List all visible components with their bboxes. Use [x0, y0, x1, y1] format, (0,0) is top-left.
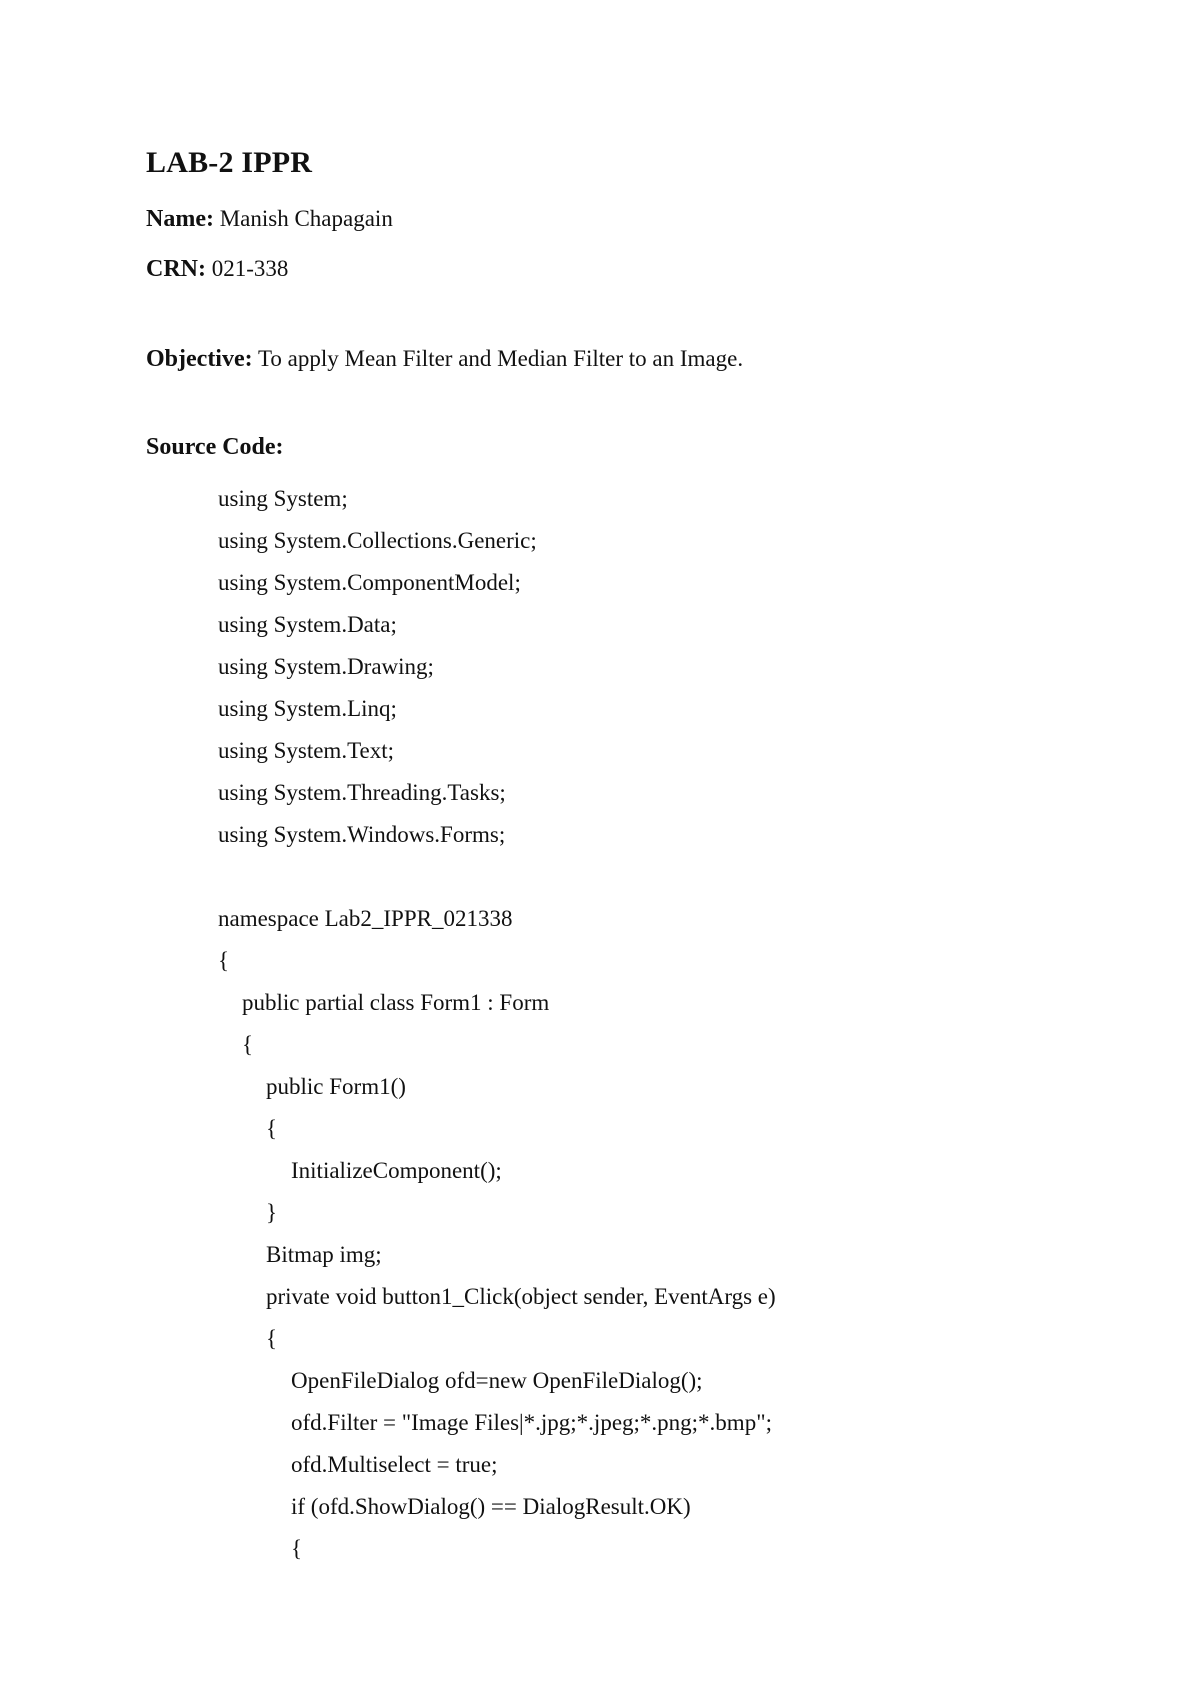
- code-line: ofd.Multiselect = true;: [291, 1452, 498, 1477]
- code-line: {: [266, 1116, 278, 1141]
- code-line: using System.Drawing;: [218, 654, 434, 679]
- code-line: using System.Linq;: [218, 696, 397, 721]
- crn-value: 021-338: [211, 256, 289, 281]
- code-line: public Form1(): [266, 1074, 406, 1099]
- source-code-heading: Source Code:: [146, 434, 284, 460]
- code-line: public partial class Form1 : Form: [242, 990, 550, 1015]
- crn-field: [146, 254, 288, 284]
- code-line: namespace Lab2_IPPR_021338: [218, 906, 513, 931]
- code-line: {: [218, 948, 230, 973]
- source-code-block: [218, 478, 776, 1570]
- page-title: LAB-2 IPPR: [146, 146, 313, 179]
- crn-label: CRN:: [146, 256, 206, 282]
- code-line: {: [266, 1326, 278, 1351]
- code-line: if (ofd.ShowDialog() == DialogResult.OK): [291, 1494, 691, 1519]
- code-line: using System;: [218, 486, 348, 511]
- code-line: private void button1_Click(object sender, EventArgs e): [266, 1284, 776, 1309]
- objective-value: To apply Mean Filter and Median Filter to an Image.: [257, 346, 744, 371]
- name-label: Name:: [146, 206, 214, 232]
- code-line: OpenFileDialog ofd=new OpenFileDialog();: [291, 1368, 703, 1393]
- code-line: using System.Collections.Generic;: [218, 528, 537, 553]
- code-line: {: [291, 1536, 303, 1561]
- code-line: using System.Threading.Tasks;: [218, 780, 506, 805]
- code-line: {: [242, 1032, 254, 1057]
- name-value: Manish Chapagain: [219, 206, 393, 231]
- name-field: [146, 204, 393, 234]
- code-line: }: [266, 1200, 278, 1225]
- code-line: InitializeComponent();: [291, 1158, 502, 1183]
- code-line: using System.Windows.Forms;: [218, 822, 506, 847]
- code-line: using System.Text;: [218, 738, 395, 763]
- code-line: ofd.Filter = "Image Files|*.jpg;*.jpeg;*.png;*.bmp";: [291, 1410, 772, 1435]
- code-line: Bitmap img;: [266, 1242, 382, 1267]
- code-blank-line: [218, 856, 776, 898]
- objective-label: Objective:: [146, 346, 253, 372]
- code-line: using System.Data;: [218, 612, 397, 637]
- objective-field: [146, 344, 743, 374]
- code-line: using System.ComponentModel;: [218, 570, 521, 595]
